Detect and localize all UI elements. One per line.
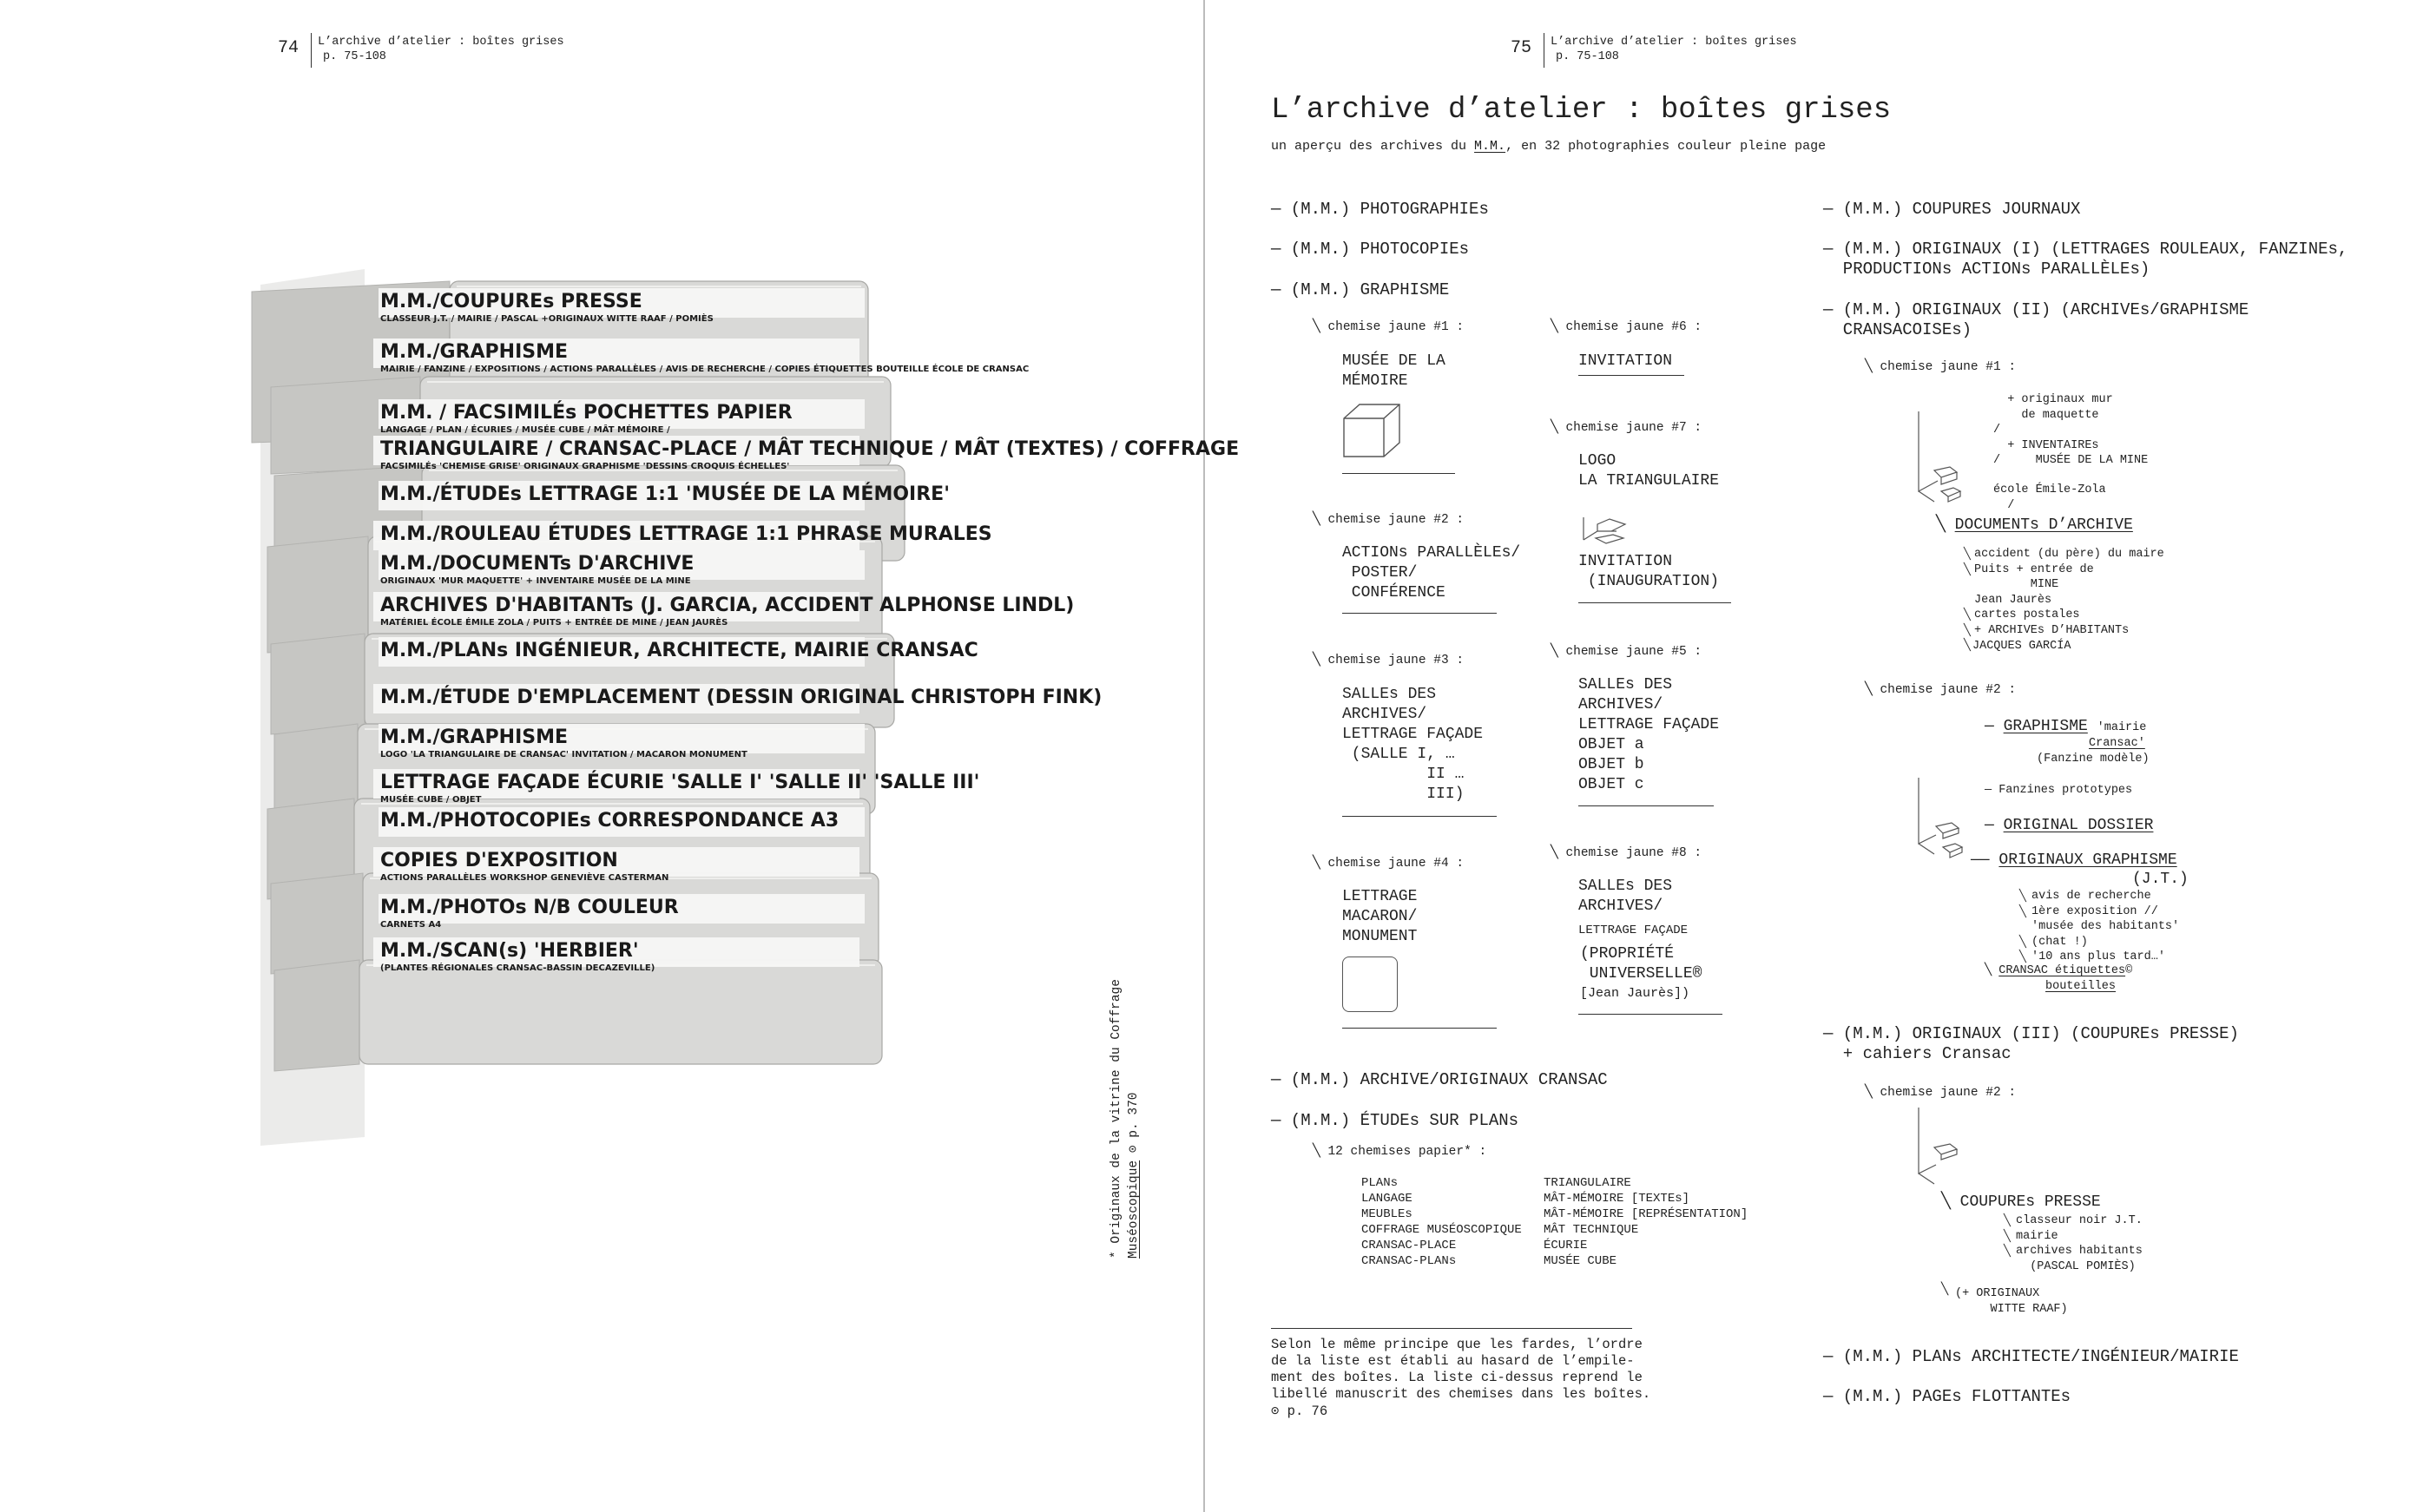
box-label-main: M.M./GRAPHISME [380,726,569,748]
g-chemise-4-label: ╲ chemise jaune #4 : [1313,857,1465,871]
coupures-presse-label: COUPUREs PRESSE [1959,1193,2101,1211]
right-running-title: L’archive d’atelier : boîtes grises [1551,36,1797,49]
section-pages-flottantes: — (M.M.) PAGEs FLOTTANTEs [1823,1387,2071,1406]
section-archive-originaux-cransac: — (M.M.) ARCHIVE/ORIGINAUX CRANSAC [1271,1070,1608,1089]
g-chemise-6-label: ╲ chemise jaune #6 : [1551,320,1702,334]
macaron-square-icon [1342,957,1398,1012]
box-label-main: ARCHIVES D'HABITANTs (J. GARCIA, ACCIDENT ALPHONSE LINDL) [380,595,1075,616]
box-label-note: ORIGINAUX 'MUR MAQUETTE' + INVENTAIRE MUSÉE DE LA MINE [380,576,691,586]
papier-list-right: TRIANGULAIRE MÂT-MÉMOIRE [TEXTEs] MÂT-MÉMOIRE [REPRÉSENTATION] MÂT TECHNIQUE ÉCURIE MUSÉE CUBE [1544,1176,1748,1268]
page-title: L’archive d’atelier : boîtes grises [1271,94,1892,127]
left-header-rule [311,33,312,68]
box-label-note: LOGO 'LA TRIANGULAIRE DE CRANSAC' INVITATION / MACARON MONUMENT [380,750,747,759]
a-garcia: JACQUES GARCÍA [1972,640,2071,653]
box-label-note: CLASSEUR J.T. / MAIRIE / PASCAL +ORIGINAUX WITTE RAAF / POMIÈS [380,314,714,324]
g-chemise-2-text: ACTIONs PARALLÈLEs/ POSTER/ CONFÉRENCE [1342,544,1521,602]
side-note-page: p. 370 [1127,1092,1141,1138]
g-chemise-2-label: ╲ chemise jaune #2 : [1313,513,1465,527]
g-chemise-8-text-b: LETTRAGE FAÇADE [1578,924,1689,937]
section-etudes-sur-plans: — (M.M.) ÉTUDEs SUR PLANs [1271,1111,1519,1130]
subtitle-part-a: un aperçu des archives du [1271,139,1475,154]
box-label-main: M.M./COUPUREs PRESSE [380,291,642,312]
note-rule [1271,1328,1632,1329]
right-running-pages: p. 75-108 [1556,50,1619,63]
a-graphisme-fanzine: (Fanzine modèle) [2037,753,2150,766]
left-side-note [1108,963,1160,1259]
section-photographies: — (M.M.) PHOTOGRAPHIEs [1271,200,1489,219]
arrow-circle-icon: ⊙ [1271,1404,1280,1419]
documents-archive-label: DOCUMENTs D’ARCHIVE [1954,516,2133,534]
box-label-main: M.M./ÉTUDEs LETTRAGE 1:1 'MUSÉE DE LA MÉMOIRE' [380,483,950,505]
side-note-line1: * Originaux de la vitrine du Coffrage [1110,979,1123,1259]
a-fanzines-prototypes: — Fanzines prototypes [1985,784,2133,797]
g-chemise-1-label: ╲ chemise jaune #1 : [1313,320,1465,334]
a-etiquettes-2: bouteilles [2045,980,2117,993]
box-label-note: (PLANTES RÉGIONALES CRANSAC-BASSIN DECAZEVILLE) [380,963,655,973]
b-chemise-2-label: ╲ chemise jaune #2 : [1865,1086,2017,1100]
side-note-line2 [1125,979,1142,1259]
a-graphisme: — GRAPHISME 'mairie [1985,718,2147,735]
left-folio: 74 [278,38,300,58]
b-coupures-items: classeur noir J.T. mairie archives habitants (PASCAL POMIÈS) [2016,1214,2143,1273]
section-plans-architecte: — (M.M.) PLANs ARCHITECTE/INGÉNIEUR/MAIRIE [1823,1347,2239,1366]
box-label-note: FACSIMILÉs 'CHEMISE GRISE' ORIGINAUX GRAPHISME 'DESSINS CROQUIS ÉCHELLES' [380,462,790,471]
a-documents-archive: ╲ DOCUMENTs D’ARCHIVE [1936,516,2133,534]
book-gutter [1203,0,1205,1512]
section-originaux-3: — (M.M.) ORIGINAUX (III) (COUPUREs PRESSE) + cahiers Cransac [1823,1024,2239,1063]
g-chemise-7-text: LOGO LA TRIANGULAIRE [1578,452,1720,490]
footnote-ref-page[interactable]: p. 76 [1287,1404,1328,1419]
g-chemise-5-label: ╲ chemise jaune #5 : [1551,645,1702,659]
a-documents-items: accident (du père) du maire Puits + entrée de MINE Jean Jaurès cartes postales + ARCHIVEs D’HABITANTs [1974,548,2164,637]
g-chemise-4-text: LETTRAGE MACARON/ MONUMENT [1342,888,1418,945]
side-note-link[interactable]: Muséoscopique [1127,1160,1141,1259]
box-label-note: CARNETS A4 [380,920,442,930]
a-original-dossier: — ORIGINAL DOSSIER [1985,817,2154,834]
box-label-note: MUSÉE CUBE / OBJET [380,795,482,805]
a-chemise-1-annot: + originaux mur de maquette / + INVENTAIREs / MUSÉE DE LA MINE [1993,393,2149,467]
a-originaux-graphisme: —— ORIGINAUX GRAPHISME [1971,851,2177,869]
original-dossier-label: ORIGINAL DOSSIER [2003,817,2154,834]
g-chemise-8-text-c: (PROPRIÉTÉ UNIVERSELLE® [1580,945,1702,983]
footnote-ref [1271,1404,1327,1420]
a-chemise-2-label: ╲ chemise jaune #2 : [1865,683,2017,697]
footnote-text: Selon le même principe que les fardes, l’ordre de la liste est établi au hasard de l’empile- ment des boîtes. La liste ci-dessus reprend le libellé manuscrit des chemises dans les boîtes. [1271,1337,1651,1402]
b-coupures-presse: ╲ COUPUREs PRESSE [1941,1193,2101,1211]
b-witte-slash: ╲ [1941,1284,1949,1297]
g-chemise-6-rule [1578,375,1684,376]
graphisme-mairie: 'mairie [2097,721,2147,734]
box-label-main: M.M./PHOTOs N/B COULEUR [380,897,679,918]
originaux-graphisme-label: ORIGINAUX GRAPHISME [1998,851,2177,869]
a-og-items: avis de recherche 1ère exposition // 'musée des habitants' (chat !) '10 ans plus tard…' [2031,890,2180,963]
g-chemise-8-rule [1578,1014,1722,1015]
etiquettes-label: CRANSAC étiquettes [1998,964,2126,977]
g-chemise-1-text: MUSÉE DE LA MÉMOIRE [1342,352,1445,390]
box-label-main: M.M./DOCUMENTs D'ARCHIVE [380,553,695,575]
a-ecole-annot: école Émile-Zola / [1993,483,2106,512]
a-jt: (J.T.) [2132,871,2189,888]
left-running-title: L’archive d’atelier : boîtes grises [318,36,564,49]
box-label-main: M.M./PLANs INGÉNIEUR, ARCHITECTE, MAIRIE CRANSAC [380,640,978,661]
arrow-circle-icon: ⊙ [1127,1145,1141,1154]
box-label-main: M.M. / FACSIMILÉs POCHETTES PAPIER [380,402,793,424]
g-chemise-7-text2: INVITATION (INAUGURATION) [1578,553,1720,590]
g-chemise-3-text: SALLEs DES ARCHIVES/ LETTRAGE FAÇADE (SALLE I, … II … III) [1342,686,1484,803]
section-originaux-2: — (M.M.) ORIGINAUX (II) (ARCHIVEs/GRAPHISME CRANSACOISEs) [1823,300,2249,339]
box-label-note: MAIRIE / FANZINE / EXPOSITIONS / ACTIONS PARALLÈLES / AVIS DE RECHERCHE / COPIES ÉTIQUETTES BOUTEILLE ÉCOLE DE CRANSAC [380,365,1030,374]
wall-maquette-icon [1910,408,1979,519]
section-coupures-journaux: — (M.M.) COUPURES JOURNAUX [1823,200,2081,219]
page-subtitle [1271,139,1826,154]
box-label-note: LANGAGE / PLAN / ÉCURIES / MUSÉE CUBE / MÂT MÉMOIRE / [380,425,670,435]
triangulaire-logo-icon [1578,512,1630,549]
box-label-main: M.M./PHOTOCOPIEs CORRESPONDANCE A3 [380,810,840,832]
coupures-maquette-icon [1910,1104,1979,1200]
subtitle-part-b: , en 32 photographies couleur pleine page [1505,139,1827,154]
g-chemise-7-label: ╲ chemise jaune #7 : [1551,421,1702,435]
papier-label: ╲ 12 chemises papier* : [1313,1145,1487,1159]
g-chemise-2-rule [1342,613,1497,614]
a-og-slashes: ╲ ╲ ╲ ╲ [2019,890,2026,963]
g-chemise-5-rule [1578,805,1714,806]
g-chemise-8-text-a: SALLEs DES ARCHIVES/ [1578,878,1673,915]
g-chemise-3-rule [1342,816,1497,817]
box-label-main: M.M./GRAPHISME [380,341,569,363]
section-originaux-1: — (M.M.) ORIGINAUX (I) (LETTRAGES ROULEAUX, FANZINEs, PRODUCTIONs ACTIONs PARALLÈLEs) [1823,240,2348,279]
g-chemise-3-label: ╲ chemise jaune #3 : [1313,654,1465,667]
papier-list-left: PLANs LANGAGE MEUBLEs COFFRAGE MUSÉOSCOPIQUE CRANSAC-PLACE CRANSAC-PLANs [1361,1176,1522,1268]
subtitle-mm[interactable]: M.M. [1474,139,1506,154]
a-item-slashes: ╲ ╲ ╲ ╲ ╲ [1964,548,1971,652]
b-witte: (+ ORIGINAUX WITTE RAAF) [1955,1287,2068,1316]
a-graphisme-cransac: Cransac' [2089,737,2145,750]
left-running-pages: p. 75-108 [323,50,386,63]
g-chemise-7-rule [1578,602,1731,603]
section-photocopies: — (M.M.) PHOTOCOPIEs [1271,240,1470,259]
g-chemise-4-rule [1342,1028,1497,1029]
g-chemise-1-rule [1342,473,1455,474]
box-label-main: M.M./ÉTUDE D'EMPLACEMENT (DESSIN ORIGINAL CHRISTOPH FINK) [380,687,1103,708]
box-label-main: M.M./SCAN(s) 'HERBIER' [380,940,639,962]
a-chemise-1-label: ╲ chemise jaune #1 : [1865,360,2017,374]
a-etiquettes: ╲ CRANSAC étiquettes© [1985,964,2133,977]
g-chemise-8-label: ╲ chemise jaune #8 : [1551,846,1702,860]
box-label-main: TRIANGULAIRE / CRANSAC-PLACE / MÂT TECHNIQUE / MÂT (TEXTES) / COFFRAGE [380,438,1240,460]
box-label-note: MATÉRIEL ÉCOLE ÉMILE ZOLA / PUITS + ENTRÉE DE MINE / JEAN JAURÈS [380,618,728,628]
right-folio: 75 [1511,38,1532,58]
cube-icon [1340,399,1405,462]
graphisme-label: GRAPHISME [2003,718,2088,735]
box-label-note: ACTIONS PARALLÈLES WORKSHOP GENEVIÈVE CASTERMAN [380,873,669,883]
b-items-slashes: ╲ ╲ ╲ [2004,1214,2011,1258]
box-label-main: M.M./ROULEAU ÉTUDES LETTRAGE 1:1 PHRASE MURALES [380,523,992,545]
g-chemise-6-text: INVITATION [1578,352,1673,370]
section-graphisme: — (M.M.) GRAPHISME [1271,280,1450,299]
box-label-main: COPIES D'EXPOSITION [380,850,618,871]
g-chemise-5-text: SALLEs DES ARCHIVES/ LETTRAGE FAÇADE OBJET a OBJET b OBJET c [1578,676,1720,793]
box-label-main: LETTRAGE FAÇADE ÉCURIE 'SALLE I' 'SALLE II' 'SALLE III' [380,772,980,793]
g-chemise-8-text-d: [Jean Jaurès]) [1580,986,1690,1001]
